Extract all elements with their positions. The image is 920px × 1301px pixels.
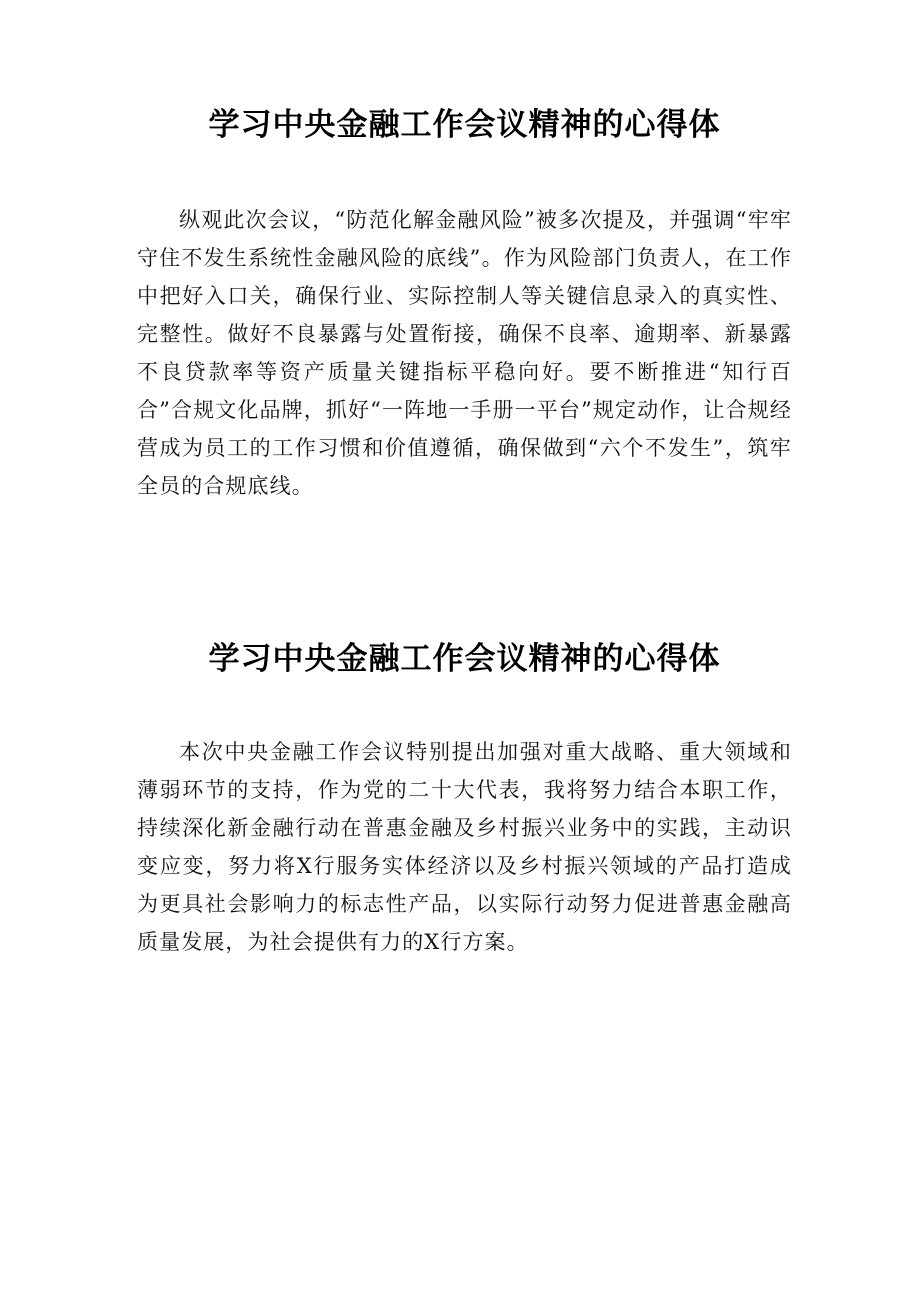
section-title-2: 学习中央金融工作会议精神的心得体 (208, 641, 721, 677)
section-title-1: 学习中央金融工作会议精神的心得体 (208, 107, 721, 143)
article-section-1 (137, 103, 792, 505)
section-paragraph-1: 纵观此次会议，“防范化解金融风险”被多次提及，并强调“牢牢守住不发生系统性金融风险的底线”。作为风险部门负责人，在工作中把好入口关，确保行业、实际控制人等关键信息录入的真实性、完整性。做好不良暴露与处置衔接，确保不良率、逾期率、新暴露不良贷款率等资产质量关键指标平稳向好。要不断推进“知行百合”合规文化品牌，抓好“一阵地一手册一平台”规定动作，让合规经营成为员工的工作习惯和价值遵循，确保做到“六个不发生”，筑牢全员的合规底线。 (137, 208, 792, 498)
article-section-2 (137, 637, 792, 961)
section-paragraph-2: 本次中央金融工作会议特别提出加强对重大战略、重大领域和薄弱环节的支持，作为党的二十大代表，我将努力结合本职工作，持续深化新金融行动在普惠金融及乡村振兴业务中的实践，主动识变应变，努力将X行服务实体经济以及乡村振兴领域的产品打造成为更具社会影响力的标志性产品，以实际行动努力促进普惠金融高质量发展，为社会提供有力的X行方案。 (137, 740, 792, 954)
